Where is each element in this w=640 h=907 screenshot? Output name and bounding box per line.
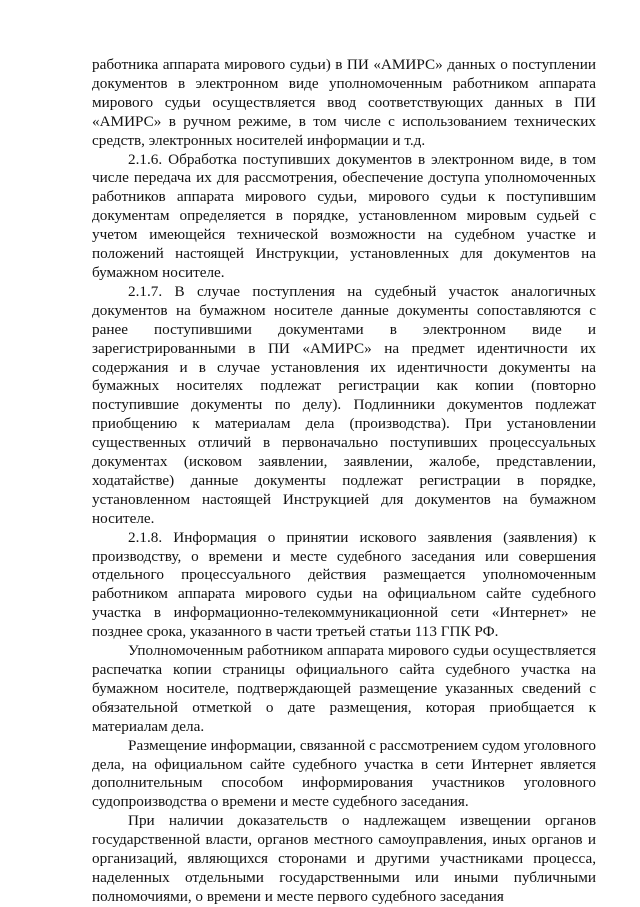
paragraph-2-1-8: 2.1.8. Информация о принятии искового заявления (заявления) к производству, о времени и месте судебного заседания или совершения отдельного процессуального действия размещается уполномоченным работником аппарата мирового судьи на официальном сайте судебного участка в информационно-телекоммуникационной сети «Интернет» не позднее срока, указанного в части третьей статьи 113 ГПК РФ. (92, 528, 596, 641)
paragraph-notification: При наличии доказательств о надлежащем извещении органов государственной власти, органов местного самоуправления, иных органов и организаций, являющихся сторонами и другими участниками процесса, наделенных отдельными государственными или иными публичными полномочиями, о времени и месте первого судебного заседания (92, 812, 596, 905)
paragraph-criminal-case: Размещение информации, связанной с рассмотрением судом уголовного дела, на официальном сайте судебного участка в сети Интернет является дополнительным способом информирования участников уголовного судопроизводства о времени и месте судебного заседания. (92, 736, 596, 811)
paragraph-2-1-7: 2.1.7. В случае поступления на судебный участок аналогичных документов на бумажном носителе данные документы сопоставляются с ранее поступившими документами в электронном виде и зарегистрированными в ПИ «АМИРС» на предмет идентичности их содержания и в случае установления их идентичности документы на бумажных носителях подлежат регистрации как копии (повторно поступившие документы по делу). Подлинники документов подлежат приобщению к материалам дела (производства). При установлении существенных отличий в первоначально поступивших процессуальных документах (исковом заявлении, заявлении, жалобе, представлении, ходатайстве) данные документы подлежат регистрации в порядке, установленном настоящей Инструкцией для документов на бумажном носителе. (92, 282, 596, 527)
paragraph-printout: Уполномоченным работником аппарата мирового судьи осуществляется распечатка копии страницы официального сайта судебного участка на бумажном носителе, подтверждающей размещение указанных сведений с обязательной отметкой о дате размещения, которая приобщается к материалам дела. (92, 642, 596, 735)
document-page (92, 56, 596, 907)
paragraph-continuation: работника аппарата мирового судьи) в ПИ «АМИРС» данных о поступлении документов в электронном виде уполномоченным работником аппарата мирового судьи осуществляется ввод соответствующих данных в ПИ «АМИРС» в ручном режиме, в том числе с использованием технических средств, электронных носителей информации и т.д. (92, 56, 596, 149)
paragraph-2-1-6: 2.1.6. Обработка поступивших документов в электронном виде, в том числе передача их для рассмотрения, обеспечение доступа уполномоченных работников аппарата мирового судьи, мирового судьи к поступившим документам определяется в порядке, установленном мировым судьей с учетом имеющейся технической возможности на судебном участке и положений настоящей Инструкции, установленных для документов на бумажном носителе. (92, 150, 596, 281)
